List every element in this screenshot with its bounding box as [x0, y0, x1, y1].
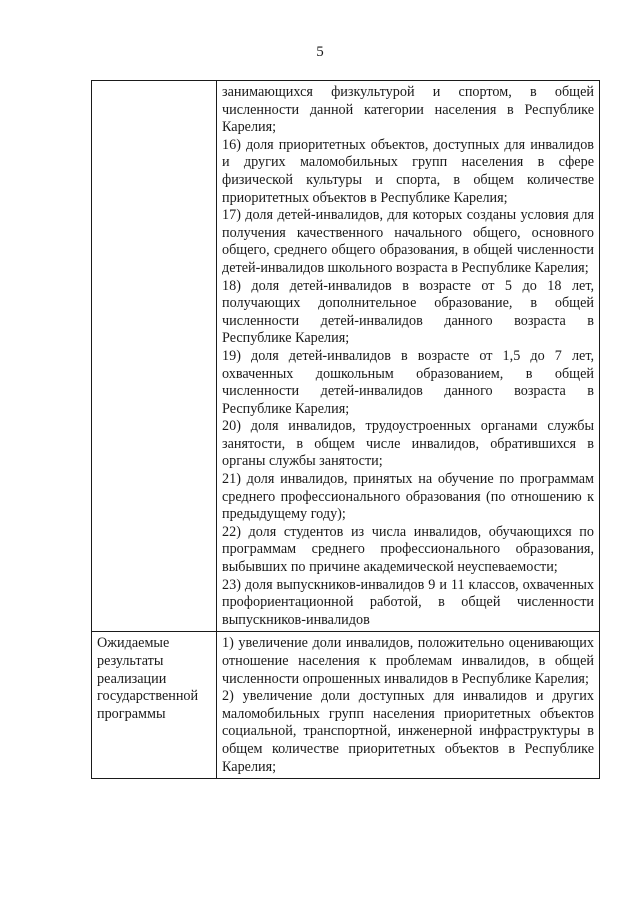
indicator-20: 20) доля инвалидов, трудоустроенных органами службы занятости, в общем числе инвалидов, обратившихся в органы службы занятости;	[222, 418, 594, 470]
expected-results-label: Ожидаемые результаты реализации государственной программы	[92, 632, 217, 779]
row-label-cell	[92, 81, 217, 632]
indicators-content-cell	[217, 81, 600, 632]
indicator-17: 17) доля детей-инвалидов, для которых созданы условия для получения качественного начального общего, основного общего, среднего общего образования, в общей численности детей-инвалидов школьного возраста в Республике Карелия;	[222, 207, 594, 276]
indicator-21: 21) доля инвалидов, принятых на обучение по программам среднего профессионального образования (по отношению к предыдущему году);	[222, 471, 594, 523]
indicator-19: 19) доля детей-инвалидов в возрасте от 1,5 до 7 лет, охваченных дошкольным образованием, в общей численности детей-инвалидов данного возраста в Республике Карелия;	[222, 347, 594, 417]
expected-results-content-cell	[217, 632, 600, 779]
expected-result-2: 2) увеличение доли доступных для инвалидов и других маломобильных групп населения приоритетных объектов социальной, транспортной, инженерной инфраструктуры в общем количестве приоритетных объектов в Республике Карелия;	[222, 688, 594, 775]
program-passport-table	[91, 80, 600, 779]
table-row-indicators-continued	[92, 81, 600, 632]
indicator-22: 22) доля студентов из числа инвалидов, обучающихся по программам среднего профессионального образования, выбывших по причине академической неуспеваемости;	[222, 523, 594, 576]
indicator-18: 18) доля детей-инвалидов в возрасте от 5 до 18 лет, получающих дополнительное образование, в общей численности детей-инвалидов данного возраста в Республике Карелия;	[222, 277, 594, 347]
page-number: 5	[316, 44, 324, 60]
expected-result-1: 1) увеличение доли инвалидов, положительно оценивающих отношение населения к проблемам инвалидов, в общей численности опрошенных инвалидов в Республике Карелия;	[222, 635, 594, 687]
table-row-expected-results	[92, 632, 600, 779]
indicator-16: 16) доля приоритетных объектов, доступных для инвалидов и других маломобильных групп населения в сфере физической культуры и спорта, в общем количестве приоритетных объектов в Республике Карелия;	[222, 136, 594, 206]
indicator-paragraph-continued: занимающихся физкультурой и спортом, в общей численности данной категории населения в Республике Карелия;	[222, 84, 594, 136]
indicator-23: 23) доля выпускников-инвалидов 9 и 11 классов, охваченных профориентационной работой, в общей численности выпускников-инвалидов	[222, 576, 594, 628]
